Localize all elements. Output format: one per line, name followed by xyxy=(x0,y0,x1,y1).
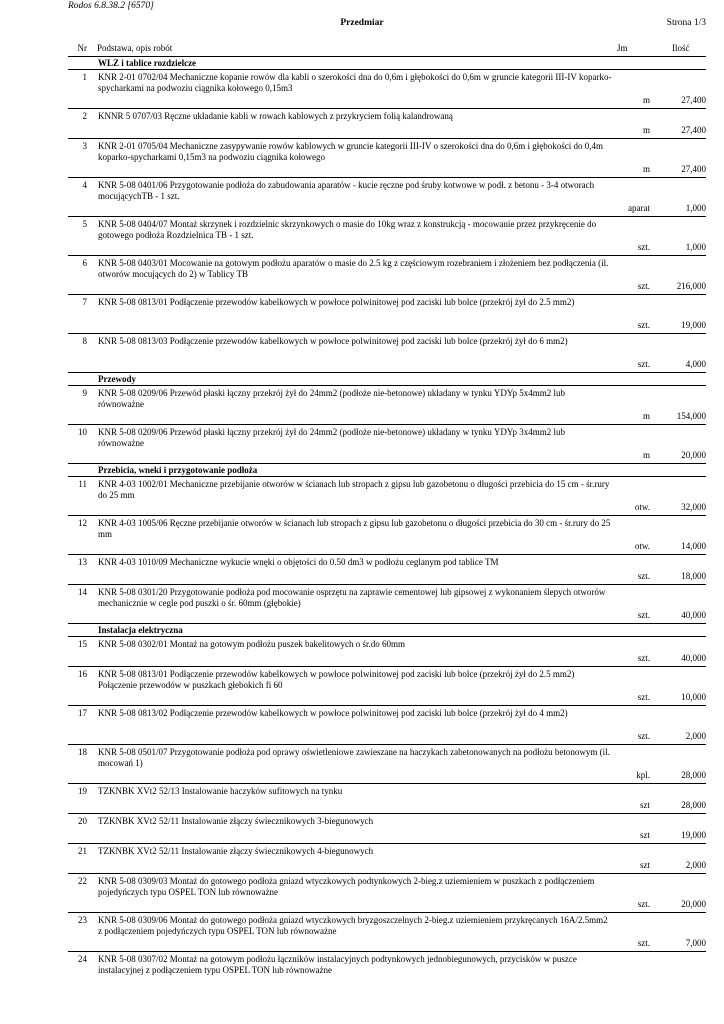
item-number: 16 xyxy=(68,667,95,706)
table-row xyxy=(68,477,706,516)
item-number: 12 xyxy=(68,516,95,555)
item-description: KNR 5-08 0301/20 Przygotowanie podłoża pod mocowanie osprzętu na zaprawie cementowej lub gipsowej z wykonaniem ślepych otworów mechanicznie w cegle pod puszki o śr. 60mm (głębokie) xyxy=(95,585,615,624)
table-row xyxy=(68,555,706,585)
item-quantity: 7,000 xyxy=(652,913,706,952)
item-quantity: 40,000 xyxy=(652,637,706,667)
item-number: 6 xyxy=(68,256,95,295)
table-row xyxy=(68,516,706,555)
item-number: 23 xyxy=(68,913,95,952)
section-row xyxy=(68,373,706,386)
item-quantity: 10,000 xyxy=(652,667,706,706)
item-description: KNNR 5 0707/03 Ręczne układanie kabli w rowach kablowych z przykryciem folią kalandrowaną xyxy=(95,109,615,139)
item-number: 19 xyxy=(68,784,95,814)
item-description: KNR 5-08 0813/03 Podłączenie przewodów kabelkowych w powłoce polwinitowej pod zaciski lub bolce (przekrój żył do 6 mm2) xyxy=(95,334,615,373)
table-row xyxy=(68,70,706,109)
item-description: KNR 5-08 0307/02 Montaż na gotowym podłożu łączników instalacyjnych podtynkowych jednobiegunowych, przycisków w puszce instalacyjnej z podłączeniem typu OSPEL TON lub równoważne xyxy=(98,954,577,975)
item-unit: szt xyxy=(615,814,652,844)
item-quantity: 1,000 xyxy=(652,217,706,256)
item-number: 20 xyxy=(68,814,95,844)
table-row xyxy=(68,585,706,624)
item-quantity: 1,000 xyxy=(652,178,706,217)
item-description: KNR 4-03 1005/06 Ręczne przebijanie otworów w ścianach lub stropach z gipsu lub gazobetonu o długości przebicia do 30 cm - śr.rury do 25 mm xyxy=(95,516,615,555)
item-description: KNR 5-08 0309/03 Montaż do gotowego podłoża gniazd wtyczkowych podtynkowych 2-bieg.z uziemieniem w puszkach z podłączeniem pojedyńczych typu OSPEL TON lub równoważne xyxy=(95,874,615,913)
item-unit: szt. xyxy=(615,913,652,952)
item-number: 3 xyxy=(68,139,95,178)
table-row xyxy=(68,913,706,952)
item-description: KNR 5-08 0309/06 Montaż do gotowego podłoża gniazd wtyczkowych bryzgoszczelnych 2-bieg.z uziemieniem przykręcanych 16A/2.5mm2 z podłączeniem pojedyńczych typu OSPEL TON lub równoważne xyxy=(95,913,615,952)
table-row xyxy=(68,386,706,425)
item-description: KNR 5-08 0404/07 Montaż skrzynek i rozdzielnic skrzynkowych o masie do 10kg wraz z konstrukcją - mocowanie przez przykręcenie do gotowego podłoża Rozdzielnica TB - 1 szt. xyxy=(95,217,615,256)
item-unit: szt. xyxy=(615,667,652,706)
table-header-row xyxy=(68,42,706,57)
item-unit: m xyxy=(615,70,652,109)
item-unit: szt. xyxy=(615,217,652,256)
item-unit: szt. xyxy=(615,706,652,745)
column-header-quantity: Ilość xyxy=(652,42,706,57)
item-unit: szt. xyxy=(615,256,652,295)
item-number: 8 xyxy=(68,334,95,373)
item-number: 10 xyxy=(68,425,95,464)
table-row xyxy=(68,109,706,139)
item-number: 17 xyxy=(68,706,95,745)
item-quantity: 40,000 xyxy=(652,585,706,624)
item-number: 21 xyxy=(68,844,95,874)
item-quantity: 28,000 xyxy=(652,745,706,784)
item-quantity: 32,000 xyxy=(652,477,706,516)
item-description: KNR 5-08 0209/06 Przewód płaski łączny przekrój żył do 24mm2 (podłoże nie-betonowe) układany w tynku YDYp 5x4mm2 lub równoważne xyxy=(95,386,615,425)
item-quantity: 2,000 xyxy=(652,844,706,874)
item-unit: szt. xyxy=(615,874,652,913)
item-quantity: 20,000 xyxy=(652,874,706,913)
item-number: 15 xyxy=(68,637,95,667)
column-header-description: Podstawa, opis robót xyxy=(95,42,615,57)
table-row xyxy=(68,745,706,784)
item-unit: m xyxy=(615,425,652,464)
item-unit: m xyxy=(615,139,652,178)
table-row xyxy=(68,814,706,844)
section-row xyxy=(68,624,706,637)
column-header-nr: Nr xyxy=(68,42,95,57)
item-quantity: 19,000 xyxy=(652,295,706,334)
item-description: KNR 5-08 0401/06 Przygotowanie podłoża do zabudowania aparatów - kucie ręczne pod śruby kotwowe w podł. z betonu - 3-4 otworach mocującychTB - 1 szt. xyxy=(95,178,615,217)
section-title: Przewody xyxy=(95,373,706,386)
item-description: KNR 5-08 0302/01 Montaż na gotowym podłożu puszek bakelitowych o śr.do 60mm xyxy=(95,637,615,667)
table-row xyxy=(68,637,706,667)
table-row xyxy=(68,667,706,706)
item-number: 5 xyxy=(68,217,95,256)
item-description: KNR 5-08 0813/02 Podłączenie przewodów kabelkowych w powłoce polwinitowej pod zaciski lub bolce (przekrój żył do 4 mm2) xyxy=(95,706,615,745)
table-row xyxy=(68,952,706,982)
item-number: 11 xyxy=(68,477,95,516)
item-unit: szt. xyxy=(615,585,652,624)
item-quantity xyxy=(652,952,706,982)
item-quantity: 154,000 xyxy=(652,386,706,425)
item-number: 9 xyxy=(68,386,95,425)
item-quantity: 28,000 xyxy=(652,784,706,814)
item-description: TZKNBK XVt2 52/11 Instalowanie złączy świecznikowych 4-biegunowych xyxy=(95,844,615,874)
software-version: Rodos 6.8.38.2 [6570] xyxy=(68,1,154,11)
table-row xyxy=(68,334,706,373)
item-unit xyxy=(615,952,652,982)
section-title: Instalacja elektryczna xyxy=(95,624,706,637)
section-title: Przebicia, wneki i przygotowanie podłoża xyxy=(95,464,706,477)
item-quantity: 4,000 xyxy=(652,334,706,373)
table-row xyxy=(68,706,706,745)
item-quantity: 18,000 xyxy=(652,555,706,585)
item-quantity: 2,000 xyxy=(652,706,706,745)
table-row xyxy=(68,874,706,913)
item-unit: m xyxy=(615,109,652,139)
item-number: 7 xyxy=(68,295,95,334)
item-unit: aparat xyxy=(615,178,652,217)
item-description: KNR 5-08 0813/01 Podłączenie przewodów kabelkowych w powłoce polwinitowej pod zaciski lub bolce (przekrój żył do 2.5 mm2) xyxy=(95,295,615,334)
item-unit: szt. xyxy=(615,295,652,334)
item-unit: szt. xyxy=(615,637,652,667)
item-description: KNR 5-08 0403/01 Mocowanie na gotowym podłożu aparatów o masie do 2.5 kg z częściowym rozebraniem i złożeniem bez podłączenia (il. otworów mocujących do 2) w Tablicy TB xyxy=(95,256,615,295)
table-row xyxy=(68,784,706,814)
item-unit: otw. xyxy=(615,477,652,516)
item-number: 4 xyxy=(68,178,95,217)
column-header-unit: Jm xyxy=(615,42,652,57)
document-title: Przedmiar xyxy=(340,18,384,28)
section-title: WLZ i tablice rozdzielcze xyxy=(95,57,706,70)
estimate-table xyxy=(68,42,706,981)
item-quantity: 20,000 xyxy=(652,425,706,464)
item-number: 1 xyxy=(68,70,95,109)
table-row xyxy=(68,256,706,295)
item-description: KNR 4-03 1002/01 Mechaniczne przebijanie otworów w ścianach lub stropach z gipsu lub gazobetonu o długości przebicia do 15 cm - śr.rury do 25 mm xyxy=(95,477,615,516)
item-quantity: 14,000 xyxy=(652,516,706,555)
item-unit: szt xyxy=(615,844,652,874)
item-quantity: 27,400 xyxy=(652,70,706,109)
item-unit: otw. xyxy=(615,516,652,555)
item-number: 24 xyxy=(78,954,87,964)
table-row xyxy=(68,295,706,334)
table-row xyxy=(68,178,706,217)
table-row xyxy=(68,139,706,178)
item-unit: szt. xyxy=(615,555,652,585)
page-number: Strona 1/3 xyxy=(666,18,706,28)
table-row xyxy=(68,844,706,874)
item-unit: kpl. xyxy=(615,745,652,784)
section-row xyxy=(68,57,706,70)
table-row xyxy=(68,425,706,464)
item-unit: szt. xyxy=(615,334,652,373)
item-quantity: 19,000 xyxy=(652,814,706,844)
item-unit: szt xyxy=(615,784,652,814)
item-description: KNR 5-08 0813/01 Podłączenie przewodów kabelkowych w powłoce polwinitowej pod zaciski lub bolce (przekrój żył do 2.5 mm2) Połączenie przewodów w puszkach głebokich fi 60 xyxy=(95,667,615,706)
item-description: TZKNBK XVt2 52/13 Instalowanie haczyków sufitowych na tynku xyxy=(95,784,615,814)
item-description: KNR 5-08 0209/06 Przewód płaski łączny przekrój żył do 24mm2 (podłoże nie-betonowe) układany w tynku YDYp 3x4mm2 lub równoważne xyxy=(95,425,615,464)
item-number: 22 xyxy=(68,874,95,913)
item-number: 2 xyxy=(68,109,95,139)
item-quantity: 216,000 xyxy=(652,256,706,295)
table-row xyxy=(68,217,706,256)
item-quantity: 27,400 xyxy=(652,109,706,139)
section-row xyxy=(68,464,706,477)
item-description: KNR 2-01 0705/04 Mechaniczne zasypywanie rowów kablowych w gruncie kategorii III-IV o szerokości dna do 0,6m i głębokości do 0,4m koparko-spycharkami 0,15m3 na podwoziu ciągnika kołowego xyxy=(95,139,615,178)
item-number: 13 xyxy=(68,555,95,585)
item-number: 18 xyxy=(68,745,95,784)
item-description: KNR 4-03 1010/09 Mechaniczne wykucie wnęki o objętości do 0.50 dm3 w podłożu ceglanym pod tablice TM xyxy=(95,555,615,585)
item-number: 14 xyxy=(68,585,95,624)
item-description: KNR 2-01 0702/04 Mechaniczne kopanie rowów dla kabli o szerokości dna do 0,6m i głębokości do 0,6m w gruncie kategorii III-IV koparko-spycharkami na podwoziu ciągnika kołowego 0,15m3 xyxy=(95,70,615,109)
item-description: TZKNBK XVt2 52/11 Instalowanie złączy świecznikowych 3-biegunowych xyxy=(95,814,615,844)
item-quantity: 27,400 xyxy=(652,139,706,178)
item-unit: m xyxy=(615,386,652,425)
item-description: KNR 5-08 0501/07 Przygotowanie podłoża pod oprawy oświetleniowe zawieszane na haczykach zabetonowanych na podłożu betonowym (il. mocowań 1) xyxy=(95,745,615,784)
